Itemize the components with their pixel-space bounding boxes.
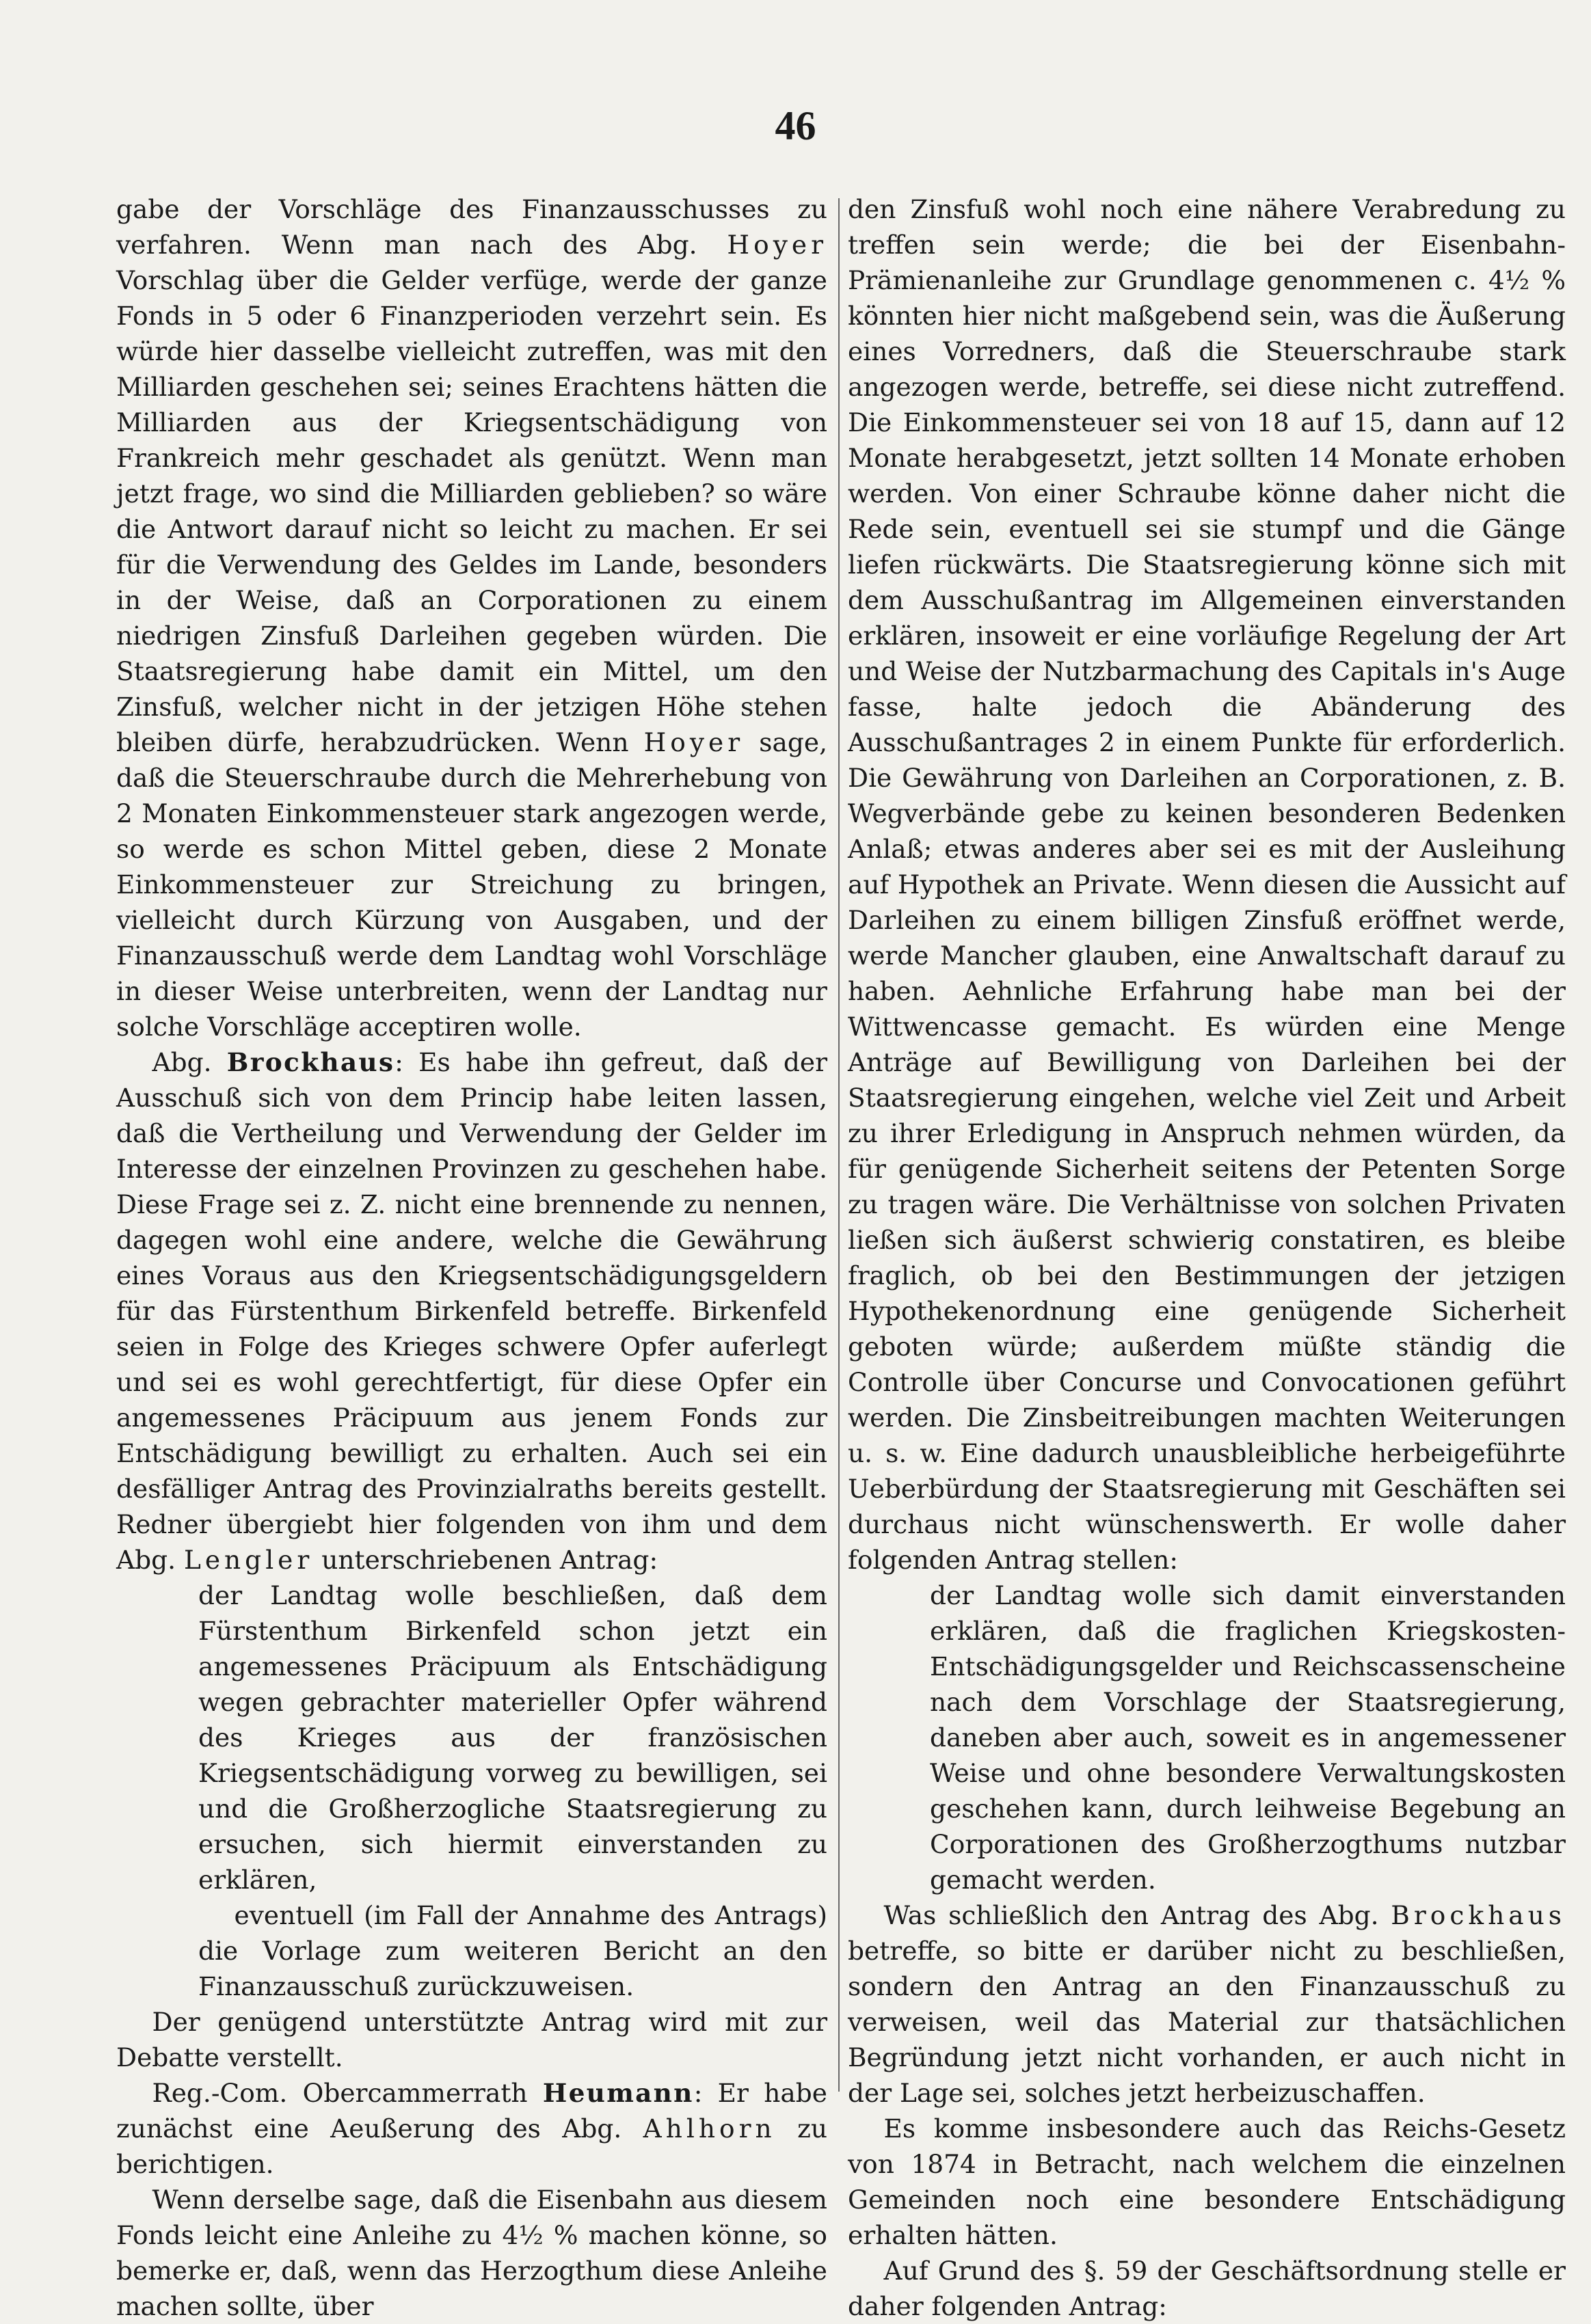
paragraph-heumann: Reg.-Com. Obercammerrath Heumann: Er habe zunächst eine Aeußerung des Abg. Ahlhorn zu berichtigen.	[116, 2078, 828, 2179]
name-hoyer: Hoyer	[643, 727, 745, 757]
right-column	[848, 191, 1566, 2324]
motion-quote: eventuell (im Fall der Annahme des Antrags) die Vorlage zum weiteren Bericht an den Finanzausschuß zurückzuweisen.	[198, 1900, 827, 2001]
paragraph: Es komme insbesondere auch das Reichs-Gesetz von 1874 in Betracht, nach welchem die einzelnen Gemeinden noch eine besondere Entschädigung erhalten hätten.	[848, 2113, 1566, 2250]
name-brockhaus: Brockhaus	[1391, 1900, 1566, 1930]
column-divider	[838, 198, 840, 2092]
page-number: 46	[775, 103, 816, 148]
speaker-name: Brockhaus	[226, 1047, 395, 1077]
paragraph: Wenn derselbe sage, daß die Eisenbahn aus diesem Fonds leicht eine Anleihe zu 4½ % machen könne, so bemerke er, daß, wenn das Herzogthum diese Anleihe machen sollte, über	[116, 2185, 827, 2321]
paragraph: Auf Grund des §. 59 der Geschäftsordnung stelle er daher folgenden Antrag:	[848, 2256, 1566, 2321]
paragraph-brockhaus: Abg. Brockhaus: Es habe ihn gefreut, daß der Ausschuß sich von dem Princip habe leiten lassen, daß die Vertheilung und Verwendung der Gelder im Interesse der einzelnen Provinzen zu geschehen habe. Diese Frage sei z. Z. nicht eine brennende zu nennen, dagegen wohl eine andere, welche die Gewährung eines Voraus aus den Kriegsentschädigungsgeldern für das Fürstenthum Birkenfeld betreffe. Birkenfeld seien in Folge des Krieges schwere Opfer auferlegt und sei es wohl gerechtfertigt, für diese Opfer ein angemessenes Präcipuum aus jenem Fonds zur Entschädigung bewilligt zu erhalten. Auch sei ein desfälliger Antrag des Provinzialraths bereits gestellt. Redner übergiebt hier folgenden von ihm und dem Abg. Lengler unterschriebenen Antrag:	[116, 1047, 828, 1575]
paragraph: Was schließlich den Antrag des Abg. Brockhaus betreffe, so bitte er darüber nicht zu beschließen, sondern den Antrag an den Finanzausschuß zu verweisen, weil das Material zur thatsächlichen Begründung jetzt nicht vorhanden, er auch nicht in der Lage sei, solches jetzt herbeizuschaffen.	[848, 1900, 1566, 2108]
name-hoyer: Hoyer	[727, 230, 828, 260]
motion-quote: der Landtag wolle sich damit einverstanden erklären, daß die fraglichen Kriegskosten-Entschädigungsgelder und Reichscassenscheine nach dem Vorschlage der Staatsregierung, daneben aber auch, soweit es in angemessener Weise und ohne besondere Verwaltungskosten geschehen kann, durch leihweise Begebung an Corporationen des Großherzogthums nutzbar gemacht werden.	[930, 1580, 1566, 1895]
paragraph: Der genügend unterstützte Antrag wird mit zur Debatte verstellt.	[116, 2007, 827, 2072]
name-ahlhorn: Ahlhorn	[643, 2113, 776, 2144]
speaker-name: Heumann	[542, 2078, 694, 2108]
name-lengler: Lengler	[183, 1545, 314, 1575]
motion-quote: der Landtag wolle beschließen, daß dem Fürstenthum Birkenfeld schon jetzt ein angemessenes Präcipuum als Entschädigung wegen gebrachter materieller Opfer während des Krieges aus der französischen Kriegsentschädigung vorweg zu bewilligen, sei und die Großherzogliche Staatsregierung zu ersuchen, sich hiermit einverstanden zu erklären,	[198, 1580, 827, 1895]
paragraph: gabe der Vorschläge des Finanzausschusses zu verfahren. Wenn man nach des Abg. Hoyer Vorschlag über die Gelder verfüge, werde der ganze Fonds in 5 oder 6 Finanzperioden verzehrt sein. Es würde hier dasselbe vielleicht zutreffen, was mit den Milliarden geschehen sei; seines Erachtens hätten die Milliarden aus der Kriegsentschädigung von Frankreich mehr geschadet als genützt. Wenn man jetzt frage, wo sind die Milliarden geblieben? so wäre die Antwort darauf nicht so leicht zu machen. Er sei für die Verwendung des Geldes im Lande, besonders in der Weise, daß an Corporationen zu einem niedrigen Zinsfuß Darleihen gegeben würden. Die Staatsregierung habe damit ein Mittel, um den Zinsfuß, welcher nicht in der jetzigen Höhe stehen bleiben dürfe, herabzudrücken. Wenn Hoyer sage, daß die Steuerschraube durch die Mehrerhebung von 2 Monaten Einkommensteuer stark angezogen werde, so werde es schon Mittel geben, diese 2 Monate Einkommensteuer zur Streichung zu bringen, vielleicht durch Kürzung von Ausgaben, und der Finanzausschuß werde dem Landtag wohl Vorschläge in dieser Weise unterbreiten, wenn der Landtag nur solche Vorschläge acceptiren wolle.	[116, 194, 828, 1042]
left-column	[116, 191, 827, 2324]
paragraph: den Zinsfuß wohl noch eine nähere Verabredung zu treffen sein werde; die bei der Eisenbahn-Prämienanleihe zur Grundlage genommenen c. 4½ % könnten hier nicht maßgebend sein, was die Äußerung eines Vorredners, daß die Steuerschraube stark angezogen werde, betreffe, sei diese nicht zutreffend. Die Einkommensteuer sei von 18 auf 15, dann auf 12 Monate herabgesetzt, jetzt sollten 14 Monate erhoben werden. Von einer Schraube könne daher nicht die Rede sein, eventuell sei sie stumpf und die Gänge liefen rückwärts. Die Staatsregierung könne sich mit dem Ausschußantrag im Allgemeinen einverstanden erklären, insoweit er eine vorläufige Regelung der Art und Weise der Nutzbarmachung des Capitals in's Auge fasse, halte jedoch die Abänderung des Ausschußantrages 2 in einem Punkte für erforderlich. Die Gewährung von Darleihen an Corporationen, z. B. Wegverbände gebe zu keinen besonderen Bedenken Anlaß; etwas anderes aber sei es mit der Ausleihung auf Hypothek an Private. Wenn diesen die Aussicht auf Darleihen zu einem billigen Zinsfuß eröffnet werde, werde Mancher glauben, eine Anwaltschaft darauf zu haben. Aehnliche Erfahrung habe man bei der Wittwencasse gemacht. Es würden eine Menge Anträge auf Bewilligung von Darleihen bei der Staatsregierung eingehen, welche viel Zeit und Arbeit zu ihrer Erledigung in Anspruch nehmen würden, da für genügende Sicherheit seitens der Petenten Sorge zu tragen wäre. Die Verhältnisse von solchen Privaten ließen sich äußerst schwierig constatiren, es bleibe fraglich, ob bei den Bestimmungen der jetzigen Hypothekenordnung eine genügende Sicherheit geboten würde; außerdem müßte ständig die Controlle über Concurse und Convocationen geführt werden. Die Zinsbeitreibungen machten Weiterungen u. s. w. Eine dadurch unausbleibliche herbeigeführte Ueberbürdung der Staatsregierung mit Geschäften sei durchaus nicht wünschenswerth. Er wolle daher folgenden Antrag stellen:	[848, 194, 1566, 1575]
